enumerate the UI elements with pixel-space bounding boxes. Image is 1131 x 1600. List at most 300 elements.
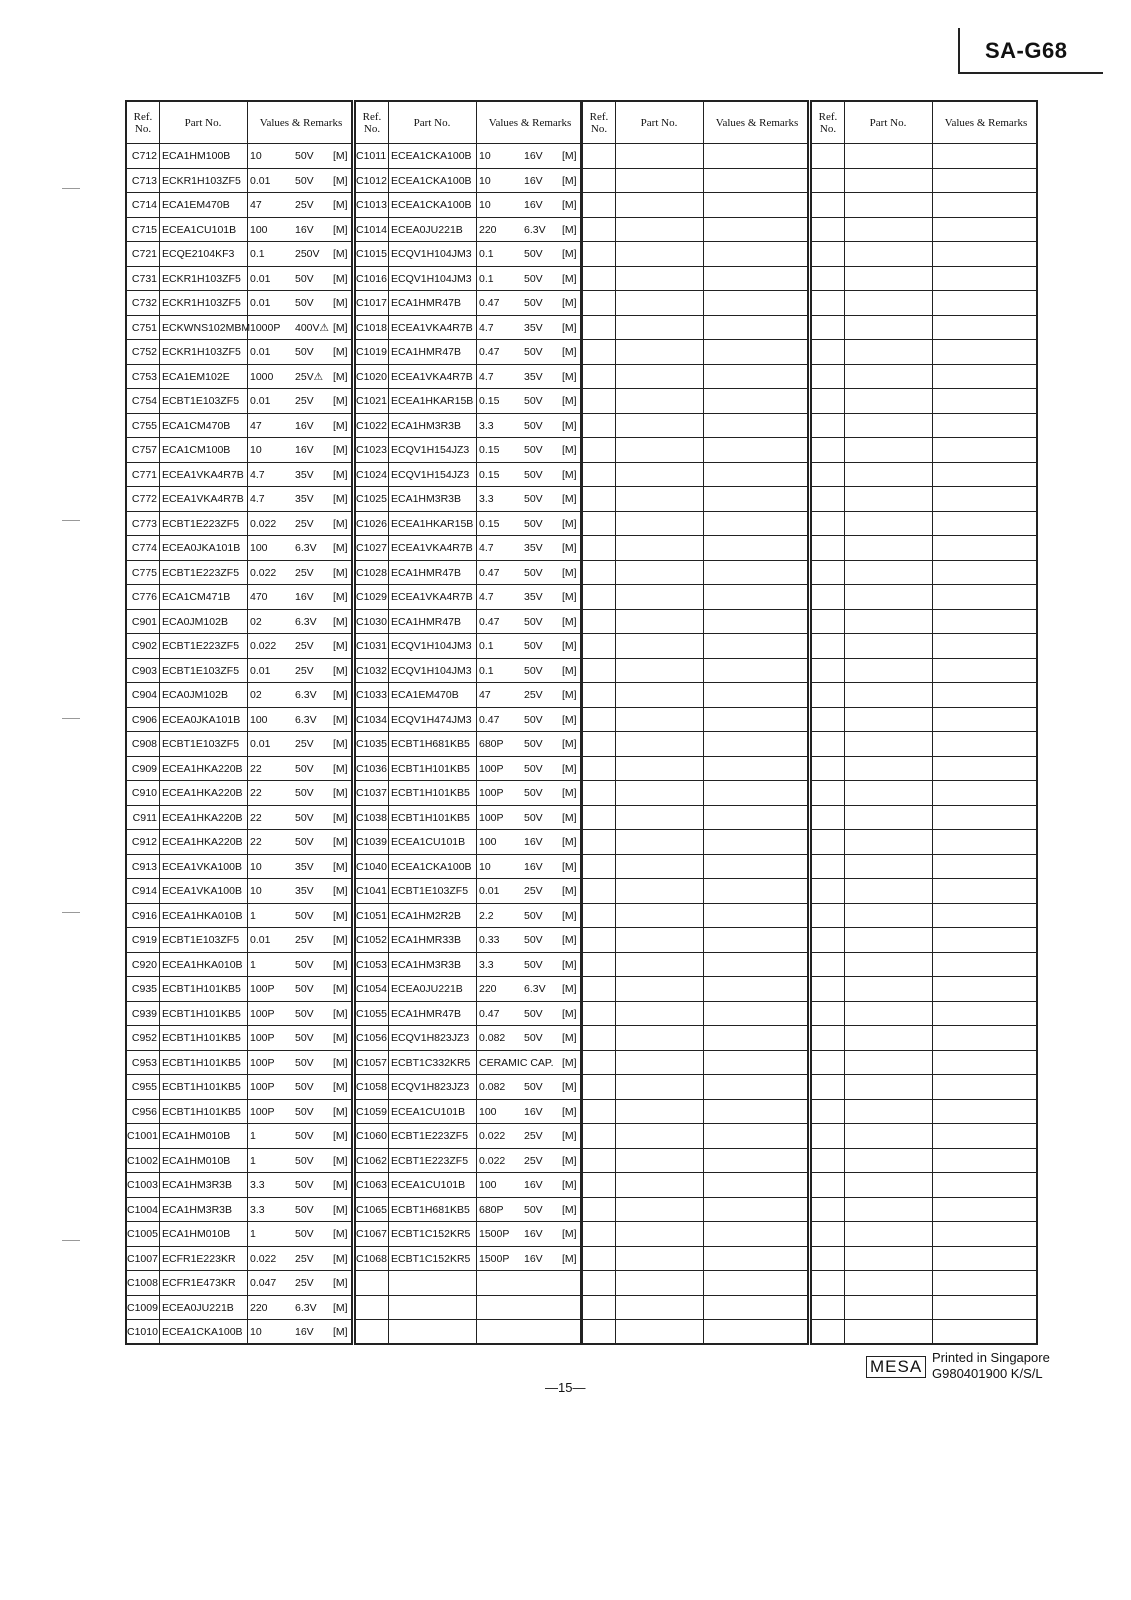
part-no: ECA1HM010B: [162, 1130, 231, 1142]
remark: [M]: [333, 248, 348, 260]
table-row: [356, 414, 580, 439]
rating: 50V: [295, 909, 314, 922]
remark: [M]: [562, 762, 577, 775]
value: 100: [250, 223, 268, 236]
rating: 25V: [295, 1277, 314, 1289]
part-no: ECEA1VKA4R7B: [391, 542, 473, 554]
table-row: [812, 928, 1036, 953]
header-part: Part No.: [640, 116, 678, 129]
value: 47: [250, 199, 262, 211]
rating: 16V: [295, 444, 314, 456]
rating: 50V: [295, 297, 314, 309]
part-no: ECA1CM471B: [162, 591, 231, 603]
header-values: Values & Remarks: [944, 116, 1028, 129]
ref-no: C1060: [356, 1130, 387, 1142]
table-row: [127, 242, 351, 267]
model-title: SA-G68: [985, 38, 1068, 63]
value: 10: [250, 444, 262, 456]
remark: [M]: [562, 395, 577, 407]
ref-no: C1024: [356, 468, 387, 481]
ref-no: C1036: [356, 762, 387, 775]
table-row: [583, 1051, 807, 1076]
value: 0.01: [250, 664, 271, 677]
ref-no: C1023: [356, 444, 387, 456]
rating: 50V: [524, 248, 543, 260]
table-row: [127, 708, 351, 733]
part-no: ECQV1H154JZ3: [391, 468, 470, 481]
ref-no: C1037: [356, 787, 387, 799]
table-row: [583, 291, 807, 316]
header-part: Part No.: [184, 116, 222, 129]
table-row: [583, 1075, 807, 1100]
rating: 50V: [295, 1228, 314, 1240]
table-row: [356, 291, 580, 316]
rating: 16V: [524, 1105, 543, 1118]
table-row: [356, 267, 580, 292]
ref-no: C714: [131, 199, 157, 211]
table-row: [356, 242, 580, 267]
ref-no: C939: [131, 1007, 157, 1020]
part-no: ECBT1H101KB5: [162, 1056, 241, 1069]
ref-no: C1029: [356, 591, 387, 603]
ref-no: C903: [131, 664, 157, 677]
table-row: [356, 1198, 580, 1223]
rating: 50V: [524, 566, 543, 579]
print-info: [932, 1350, 1050, 1382]
ref-no: C1030: [356, 615, 387, 628]
remark: [M]: [562, 174, 577, 187]
table-row: [583, 340, 807, 365]
value: 4.7: [479, 542, 494, 554]
value: 1: [250, 1130, 256, 1142]
table-row: [812, 732, 1036, 757]
table-row: [356, 218, 580, 243]
table-row: [583, 659, 807, 684]
remark: [M]: [333, 762, 348, 775]
part-no: ECBT1H101KB5: [391, 787, 470, 799]
value: 0.01: [250, 738, 271, 750]
part-no: ECEA1VKA4R7B: [162, 468, 244, 481]
value: 22: [250, 836, 262, 848]
table-row: [356, 708, 580, 733]
remark: [M]: [333, 321, 348, 334]
ref-no: C1062: [356, 1154, 387, 1167]
rating: 16V: [295, 591, 314, 603]
table-row: [356, 1026, 580, 1051]
part-no: ECBT1H101KB5: [162, 983, 241, 995]
table-row: [127, 1271, 351, 1296]
table-row: [356, 953, 580, 978]
value: 1: [250, 1154, 256, 1167]
value: 0.01: [250, 346, 271, 358]
ref-no: C908: [131, 738, 157, 750]
rating: 25V: [295, 664, 314, 677]
remark: [M]: [562, 909, 577, 922]
table-row: [356, 928, 580, 953]
table-row: [127, 585, 351, 610]
table-row: [583, 218, 807, 243]
remark: [M]: [333, 1032, 348, 1044]
margin-mark: [62, 188, 80, 189]
rating: 50V: [295, 983, 314, 995]
table-row: [812, 634, 1036, 659]
value: 3.3: [250, 1179, 265, 1191]
value: 1: [250, 1228, 256, 1240]
ref-no: C920: [131, 958, 157, 971]
remark: [M]: [333, 150, 348, 162]
remark: [M]: [333, 1130, 348, 1142]
value: 0.01: [250, 272, 271, 285]
remark: [M]: [333, 811, 348, 824]
table-row: [583, 487, 807, 512]
ref-no: C913: [131, 860, 157, 873]
ref-no: C956: [131, 1105, 157, 1118]
table-row: [812, 144, 1036, 169]
value: 0.15: [479, 395, 500, 407]
ref-no: C732: [131, 297, 157, 309]
rating: 16V: [524, 1252, 543, 1265]
remark: [M]: [562, 860, 577, 873]
rating: 50V: [524, 615, 543, 628]
remark: [M]: [562, 444, 577, 456]
part-no: ECQV1H154JZ3: [391, 444, 470, 456]
remark: [M]: [562, 983, 577, 995]
table-row: [812, 977, 1036, 1002]
ref-no: C911: [132, 811, 157, 824]
part-no: ECBT1E103ZF5: [391, 885, 469, 897]
remark: [M]: [562, 1081, 577, 1093]
ref-no: C914: [131, 885, 157, 897]
table-row: [812, 1026, 1036, 1051]
table-row: [583, 977, 807, 1002]
table-row: [812, 1149, 1036, 1174]
value: 0.022: [250, 517, 277, 530]
rating: 50V: [524, 640, 543, 652]
part-no: ECFR1E223KR: [162, 1252, 236, 1265]
ref-no: C906: [131, 713, 157, 726]
rating: 25V: [524, 689, 543, 701]
table-row: [356, 610, 580, 635]
part-no: ECA1CM100B: [162, 444, 231, 456]
rating: 16V: [524, 150, 543, 162]
table-row: [127, 634, 351, 659]
part-no: ECA0JM102B: [162, 689, 228, 701]
table-row: [356, 1100, 580, 1125]
value: 0.1: [250, 248, 265, 260]
ref-no: C1031: [356, 640, 387, 652]
table-row: [127, 806, 351, 831]
table-row: [127, 414, 351, 439]
value: 10: [479, 199, 491, 211]
table-row: [583, 830, 807, 855]
table-row: [127, 1173, 351, 1198]
value: 0.47: [479, 615, 500, 628]
remark: [M]: [562, 517, 577, 530]
part-no: ECBT1H101KB5: [162, 1032, 241, 1044]
remark: [M]: [562, 468, 577, 481]
value: 0.01: [250, 395, 271, 407]
parts-table-4: [810, 100, 1038, 1345]
table-row: [356, 904, 580, 929]
rating: 50V: [295, 787, 314, 799]
part-no: ECEA0JU221B: [162, 1301, 234, 1314]
table-row: [356, 463, 580, 488]
remark: [M]: [333, 272, 348, 285]
rating: 50V: [524, 493, 543, 505]
value: 1: [250, 909, 256, 922]
value: 680P: [479, 1203, 504, 1216]
rating: 50V: [295, 1203, 314, 1216]
part-no: ECEA1HKA010B: [162, 958, 243, 971]
table-row: [583, 610, 807, 635]
table-row: [127, 291, 351, 316]
part-no: ECBT1E223ZF5: [391, 1130, 469, 1142]
part-no: ECEA1CU101B: [391, 836, 466, 848]
remark: [M]: [333, 713, 348, 726]
ref-no: C1065: [356, 1203, 387, 1216]
value: 10: [250, 1326, 262, 1338]
table-row: [583, 781, 807, 806]
part-no: ECEA1HKA010B: [162, 909, 243, 922]
value: 1000: [250, 370, 274, 383]
table-row: [356, 561, 580, 586]
ref-no: C1034: [356, 713, 387, 726]
table-row: [583, 1002, 807, 1027]
table-row: [127, 610, 351, 635]
part-no: ECQV1H823JZ3: [391, 1032, 470, 1044]
rating: 16V: [524, 836, 543, 848]
value: CERAMIC CAP.: [479, 1056, 554, 1069]
value: 0.1: [479, 664, 494, 677]
part-no: ECBT1C152KR5: [391, 1228, 471, 1240]
table-row: [127, 561, 351, 586]
table-row: [583, 1320, 807, 1345]
remark: [M]: [333, 615, 348, 628]
table-row: [812, 169, 1036, 194]
value: 100P: [250, 983, 275, 995]
table-row: [583, 1222, 807, 1247]
remark: [M]: [333, 958, 348, 971]
value: 22: [250, 811, 262, 824]
remark: [M]: [562, 713, 577, 726]
rating: 50V: [295, 174, 314, 187]
ref-no: C1053: [356, 958, 387, 971]
value: 0.15: [479, 444, 500, 456]
rating: 50V: [524, 395, 543, 407]
rating: 16V: [524, 1228, 543, 1240]
rating: 25V: [524, 1154, 543, 1167]
part-no: ECBT1C332KR5: [391, 1056, 471, 1069]
rating: 25V: [295, 199, 314, 211]
table-row: [583, 879, 807, 904]
part-no: ECBT1H101KB5: [391, 811, 470, 824]
part-no: ECBT1H101KB5: [162, 1081, 241, 1093]
value: 10: [250, 885, 262, 897]
header-ref: Ref. No.: [133, 110, 153, 135]
part-no: ECKR1H103ZF5: [162, 346, 241, 358]
remark: [M]: [333, 787, 348, 799]
remark: [M]: [333, 444, 348, 456]
rating: 50V: [524, 468, 543, 481]
part-no: ECBT1H101KB5: [162, 1105, 241, 1118]
value: 470: [250, 591, 268, 603]
value: 02: [250, 689, 262, 701]
table-row: [583, 683, 807, 708]
ref-no: C1009: [127, 1301, 158, 1314]
table-row: [583, 1198, 807, 1223]
remark: [M]: [333, 1105, 348, 1118]
ref-no: C1012: [356, 174, 387, 187]
value: 100P: [479, 762, 504, 775]
remark: [M]: [333, 419, 348, 432]
rating: 50V: [295, 150, 314, 162]
value: 47: [250, 419, 262, 432]
value: 100: [250, 713, 268, 726]
rating: 35V: [524, 370, 543, 383]
table-row: [812, 340, 1036, 365]
remark: [M]: [562, 885, 577, 897]
rating: 50V: [295, 1154, 314, 1167]
ref-no: C715: [131, 223, 157, 236]
rating: 50V: [524, 419, 543, 432]
parts-table-2: [354, 100, 582, 1345]
ref-no: C1015: [356, 248, 387, 260]
table-row: [127, 487, 351, 512]
ref-no: C916: [131, 909, 157, 922]
table-row: [356, 316, 580, 341]
table-row: [356, 757, 580, 782]
ref-no: C1052: [356, 934, 387, 946]
rating: 50V: [524, 346, 543, 358]
table-row: [583, 169, 807, 194]
table-row: [356, 732, 580, 757]
ref-no: C731: [131, 272, 157, 285]
part-no: ECA1HM100B: [162, 150, 231, 162]
table-row: [356, 193, 580, 218]
part-no: ECQV1H104JM3: [391, 640, 472, 652]
part-no: ECEA1VKA4R7B: [162, 493, 244, 505]
remark: [M]: [333, 199, 348, 211]
value: 1000P: [250, 321, 281, 334]
remark: [M]: [333, 174, 348, 187]
table-row: [812, 585, 1036, 610]
rating: 25V: [295, 934, 314, 946]
ref-no: C1027: [356, 542, 387, 554]
ref-no: C1035: [356, 738, 387, 750]
ref-no: C1051: [356, 909, 387, 922]
remark: [M]: [333, 1179, 348, 1191]
table-row: [812, 438, 1036, 463]
remark: [M]: [562, 370, 577, 383]
remark: [M]: [562, 1154, 577, 1167]
ref-no: C1020: [356, 370, 387, 383]
table-row: [127, 1198, 351, 1223]
ref-no: C909: [131, 762, 157, 775]
rating: 25V: [524, 1130, 543, 1142]
remark: [M]: [333, 1081, 348, 1093]
value: 100: [479, 1105, 497, 1118]
rating: 50V: [295, 272, 314, 285]
table-row: [356, 1222, 580, 1247]
table-row: [127, 904, 351, 929]
part-no: ECEA1CKA100B: [391, 174, 472, 187]
table-row: [127, 683, 351, 708]
table-row: [356, 781, 580, 806]
table-row: [127, 536, 351, 561]
table-row: [356, 1075, 580, 1100]
table-row: [583, 1271, 807, 1296]
table-row: [356, 830, 580, 855]
value: 0.15: [479, 468, 500, 481]
table-row: [127, 1051, 351, 1076]
table-header: [127, 102, 351, 144]
ref-no: C1005: [127, 1228, 158, 1240]
part-no: ECBT1H101KB5: [162, 1007, 241, 1020]
table-row: [127, 438, 351, 463]
value: 0.01: [250, 934, 271, 946]
rating: 6.3V: [295, 542, 317, 554]
table-header: [583, 102, 807, 144]
table-row: [127, 855, 351, 880]
value: 100: [479, 836, 497, 848]
part-no: ECEA0JKA101B: [162, 713, 241, 726]
table-row: [127, 1222, 351, 1247]
table-row: [812, 610, 1036, 635]
part-no: ECA1EM470B: [162, 199, 230, 211]
rating: 6.3V: [295, 689, 317, 701]
rating: 50V: [295, 958, 314, 971]
rating: 50V: [524, 762, 543, 775]
part-no: ECEA1VKA4R7B: [391, 321, 473, 334]
table-row: [583, 904, 807, 929]
table-row: [812, 1124, 1036, 1149]
table-row: [127, 169, 351, 194]
value: 0.47: [479, 566, 500, 579]
header-part: Part No.: [413, 116, 451, 129]
ref-no: C1059: [356, 1105, 387, 1118]
table-row: [356, 389, 580, 414]
rating: 50V: [524, 909, 543, 922]
part-no: ECA1HM2R2B: [391, 909, 462, 922]
remark: [M]: [562, 836, 577, 848]
rating: 50V: [295, 1081, 314, 1093]
part-no: ECKR1H103ZF5: [162, 174, 241, 187]
value: 22: [250, 787, 262, 799]
page-number: —15—: [545, 1380, 586, 1395]
table-row: [812, 316, 1036, 341]
value: 220: [479, 223, 497, 236]
value: 10: [479, 860, 491, 873]
table-row: [812, 855, 1036, 880]
value: 0.022: [479, 1154, 506, 1167]
table-row: [583, 267, 807, 292]
table-row: [127, 316, 351, 341]
table-row: [583, 708, 807, 733]
table-row: [583, 144, 807, 169]
remark: [M]: [333, 468, 348, 481]
rating: 50V: [295, 1105, 314, 1118]
remark: [M]: [562, 1252, 577, 1265]
remark: [M]: [333, 1228, 348, 1240]
remark: [M]: [333, 1301, 348, 1314]
part-no: ECA1HM3R3B: [162, 1203, 233, 1216]
part-no: ECEA1CU101B: [162, 223, 237, 236]
value: 1: [250, 958, 256, 971]
part-no: ECBT1C152KR5: [391, 1252, 471, 1265]
rating: 35V: [524, 591, 543, 603]
table-row: [812, 1271, 1036, 1296]
rating: 250V: [295, 248, 320, 260]
